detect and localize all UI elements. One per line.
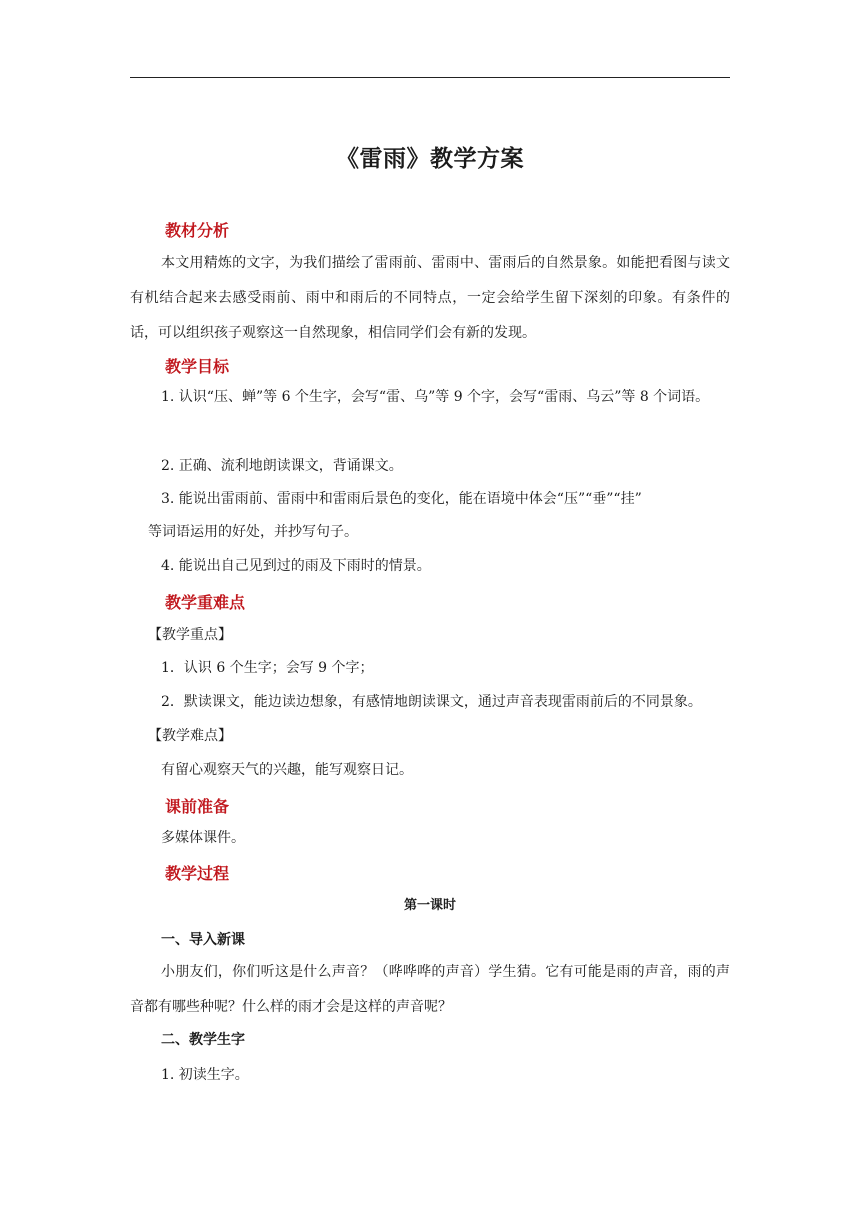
goal-item-3-line-1: 3. 能说出雷雨前、雷雨中和雷雨后景色的变化，能在语境中体会“压”“垂”“挂” [161, 491, 642, 507]
section-heading-preparation: 课前准备 [165, 797, 230, 816]
goal-item-4: 4. 能说出自己见到过的雨及下雨时的情景。 [161, 558, 431, 574]
step-2-title: 二、教学生字 [161, 1032, 245, 1048]
header-rule [130, 77, 730, 78]
section-heading-analysis: 教材分析 [165, 221, 230, 240]
goal-item-3-line-2: 等词语运用的好处，并抄写句子。 [148, 524, 358, 540]
analysis-paragraph: 本文用精炼的文字，为我们描绘了雷雨前、雷雨中、雷雨后的自然景象。如能把看图与读文有机结合起来去感受雨前、雨中和雨后的不同特点，一定会给学生留下深刻的印象。有条件的话，可以组织孩子观察这一自然现象，相信同学们会有新的发现。 [130, 255, 730, 341]
goal-item-2: 2. 正确、流利地朗读课文，背诵课文。 [161, 458, 403, 474]
key-focus-item-2: 2．默读课文，能边读边想象，有感情地朗读课文，通过声音表现雷雨前后的不同景象。 [161, 694, 702, 710]
key-focus-item-1: 1．认识 6 个生字；会写 9 个字； [161, 660, 374, 676]
section-heading-process: 教学过程 [165, 864, 230, 883]
goal-item-1: 1. 认识“压、蝉”等 6 个生字，会写“雷、乌”等 9 个字，会写“雷雨、乌云”等 8 个词语。 [161, 389, 710, 405]
step-1-body: 小朋友们，你们听这是什么声音？（哗哗哗的声音）学生猜。它有可能是雨的声音，雨的声音都有哪些种呢？什么样的雨才会是这样的声音呢？ [130, 964, 730, 1015]
key-focus-label: 【教学重点】 [148, 627, 232, 643]
document-title: 《雷雨》教学方案 [336, 145, 524, 172]
lesson-label: 第一课时 [403, 898, 456, 913]
section-heading-key-points: 教学重难点 [165, 593, 246, 612]
step-1-title: 一、导入新课 [161, 932, 245, 948]
key-difficulty-label: 【教学难点】 [148, 728, 232, 744]
preparation-body: 多媒体课件。 [161, 830, 245, 846]
section-heading-goals: 教学目标 [165, 357, 230, 376]
key-difficulty-item-1: 有留心观察天气的兴趣，能写观察日记。 [161, 762, 413, 778]
step-2-item-1: 1. 初读生字。 [161, 1067, 249, 1083]
